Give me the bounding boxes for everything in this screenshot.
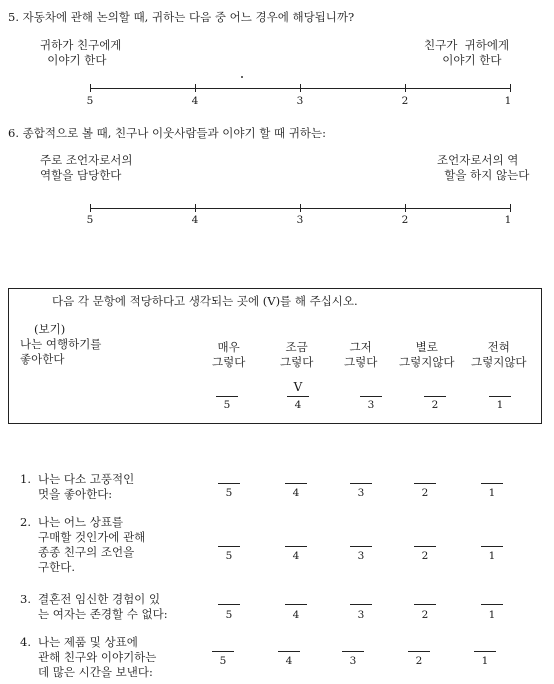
q5-scale-1: 1: [504, 95, 512, 107]
item-2-scale-1: 1: [488, 550, 496, 562]
item-3-scale-3: 3: [357, 609, 365, 621]
item-1-blank-3[interactable]: [350, 483, 372, 484]
item-2-scale-4: 4: [292, 550, 300, 562]
column-header-not-really: 별로 그렇지않다: [399, 340, 455, 369]
item-3-text: 결혼전 임신한 경험이 있 는 여자는 존경할 수 없다:: [38, 592, 168, 621]
item-4-scale-2: 2: [415, 655, 423, 667]
q6-right-label: 조언자로서의 역 할을 하지 않는다: [437, 153, 530, 182]
q5-stray-mark: [241, 76, 243, 78]
q5-scale-5: 5: [86, 95, 94, 107]
q5-tick-5[interactable]: [90, 84, 91, 92]
item-2-blank-5[interactable]: [218, 546, 240, 547]
example-check-mark: V: [293, 380, 303, 394]
example-blank-3: [360, 396, 382, 397]
item-4-blank-1[interactable]: [474, 651, 496, 652]
item-2-blank-2[interactable]: [414, 546, 436, 547]
q5-scale-3: 3: [296, 95, 304, 107]
item-4-number: 4.: [20, 635, 31, 649]
item-3-blank-5[interactable]: [218, 604, 240, 605]
item-1-text: 나는 다소 고풍적인 멋을 좋아한다:: [38, 472, 135, 501]
item-2-blank-3[interactable]: [350, 546, 372, 547]
item-1-scale-3: 3: [357, 487, 365, 499]
q5-left-label: 귀하가 친구에게 이야기 한다: [40, 38, 122, 67]
example-scale-1: 1: [496, 399, 504, 411]
q6-scale-3: 3: [296, 214, 304, 226]
q6-tick-5[interactable]: [90, 204, 91, 212]
q5-tick-1[interactable]: [510, 84, 511, 92]
example-blank-4: [287, 396, 309, 397]
item-4-scale-3: 3: [349, 655, 357, 667]
example-statement: 나는 여행하기를 좋아한다: [20, 337, 102, 366]
item-1-blank-5[interactable]: [218, 483, 240, 484]
item-2-text: 나는 어느 상표를 구매할 것인가에 관해 종종 친구의 조언을 구한다.: [38, 515, 146, 574]
q6-scale-5: 5: [86, 214, 94, 226]
item-4-scale-4: 4: [285, 655, 293, 667]
q6-tick-2[interactable]: [405, 204, 406, 212]
q6-question: 6. 종합적으로 볼 때, 친구나 이웃사람들과 이야기 할 때 귀하는:: [8, 126, 327, 140]
example-scale-4: 4: [294, 399, 302, 411]
item-3-blank-2[interactable]: [414, 604, 436, 605]
item-2-blank-4[interactable]: [285, 546, 307, 547]
item-2-blank-1[interactable]: [481, 546, 503, 547]
q5-scale-4: 4: [191, 95, 199, 107]
q5-tick-2[interactable]: [405, 84, 406, 92]
instruction-text: 다음 각 문항에 적당하다고 생각되는 곳에 (V)를 해 주십시오.: [52, 294, 358, 308]
item-3-scale-5: 5: [225, 609, 233, 621]
item-3-scale-1: 1: [488, 609, 496, 621]
column-header-very: 매우 그렇다: [212, 340, 246, 369]
q5-scale-2: 2: [401, 95, 409, 107]
column-header-not-at-all: 전혀 그렇지않다: [471, 340, 527, 369]
item-3-blank-3[interactable]: [350, 604, 372, 605]
item-4-blank-3[interactable]: [342, 651, 364, 652]
q6-scale-2: 2: [401, 214, 409, 226]
q6-tick-4[interactable]: [195, 204, 196, 212]
example-blank-1: [489, 396, 511, 397]
item-1-blank-1[interactable]: [481, 483, 503, 484]
item-3-blank-4[interactable]: [285, 604, 307, 605]
item-3-scale-2: 2: [421, 609, 429, 621]
item-3-scale-4: 4: [292, 609, 300, 621]
example-scale-5: 5: [223, 399, 231, 411]
item-1-scale-1: 1: [488, 487, 496, 499]
example-blank-2: [424, 396, 446, 397]
q6-tick-3[interactable]: [300, 204, 301, 212]
item-1-scale-5: 5: [225, 487, 233, 499]
item-1-blank-4[interactable]: [285, 483, 307, 484]
item-4-blank-5[interactable]: [212, 651, 234, 652]
item-2-scale-5: 5: [225, 550, 233, 562]
column-header-neutral: 그저 그렇다: [344, 340, 378, 369]
q5-right-label: 친구가 귀하에게 이야기 한다: [424, 38, 510, 67]
item-1-scale-2: 2: [421, 487, 429, 499]
q5-tick-4[interactable]: [195, 84, 196, 92]
item-4-scale-1: 1: [481, 655, 489, 667]
item-1-blank-2[interactable]: [414, 483, 436, 484]
q6-left-label: 주로 조언자로서의 역할을 담당한다: [40, 153, 133, 182]
q5-tick-3[interactable]: [300, 84, 301, 92]
item-2-scale-2: 2: [421, 550, 429, 562]
item-4-text: 나는 제품 및 상표에 관해 친구와 이야기하는 데 많은 시간을 보낸다:: [38, 635, 157, 679]
item-4-blank-4[interactable]: [278, 651, 300, 652]
item-2-number: 2.: [20, 515, 31, 529]
example-scale-2: 2: [431, 399, 439, 411]
q6-scale-1: 1: [504, 214, 512, 226]
item-1-scale-4: 4: [292, 487, 300, 499]
q6-scale-4: 4: [191, 214, 199, 226]
item-4-scale-5: 5: [219, 655, 227, 667]
example-scale-3: 3: [367, 399, 375, 411]
example-title: (보기): [34, 322, 66, 336]
item-3-blank-1[interactable]: [481, 604, 503, 605]
item-3-number: 3.: [20, 592, 31, 606]
item-4-blank-2[interactable]: [408, 651, 430, 652]
item-1-number: 1.: [20, 472, 31, 486]
item-2-scale-3: 3: [357, 550, 365, 562]
q6-tick-1[interactable]: [510, 204, 511, 212]
column-header-somewhat: 조금 그렇다: [280, 340, 314, 369]
q5-question: 5. 자동차에 관해 논의할 때, 귀하는 다음 중 어느 경우에 해당됩니까?: [8, 10, 355, 24]
example-blank-5: [216, 396, 238, 397]
